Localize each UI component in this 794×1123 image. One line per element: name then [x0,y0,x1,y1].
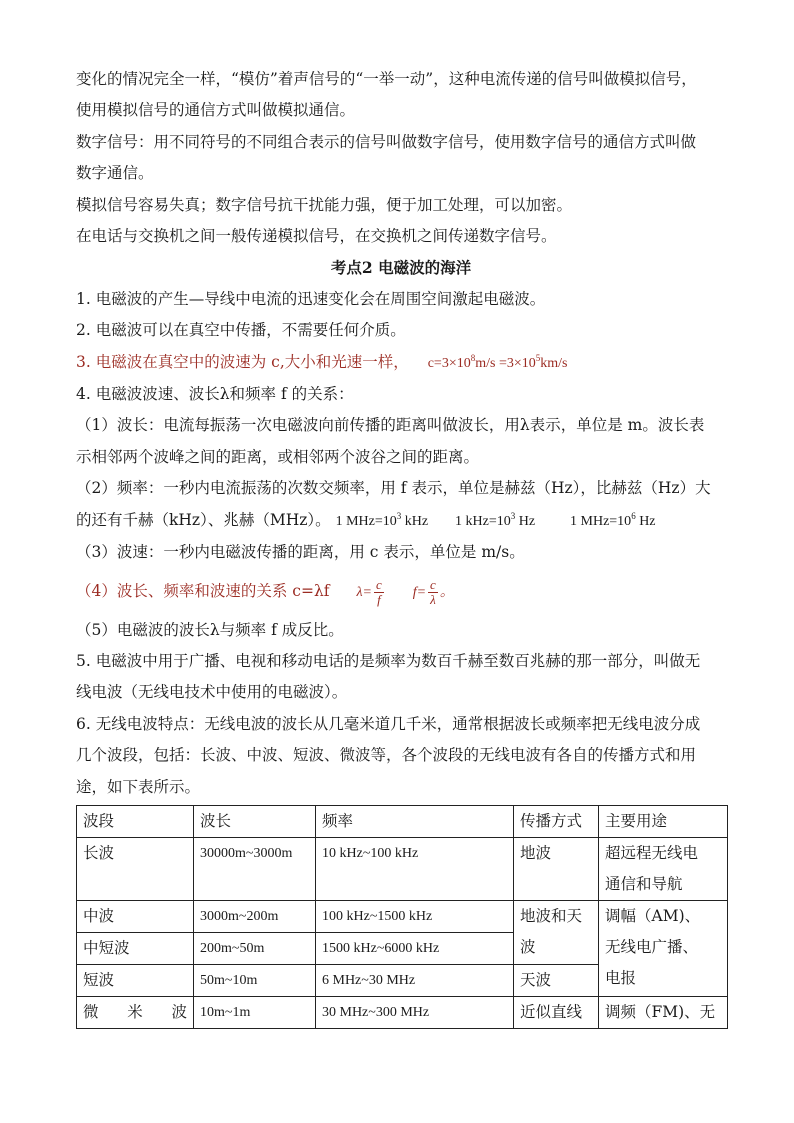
item-6: 6. 无线电波特点：无线电波的波长从几毫米道几千米，通常根据波长或频率把无线电波分成 几个波段，包括：长波、中波、短波、微波等，各个波段的无线电波有各自的传播方式和用 途，如下表所示。 [76,714,701,796]
table-header-row [77,805,728,837]
paragraph-distortion: 模拟信号容易失真；数字信号抗干扰能力强，便于加工处理，可以加密。 [76,195,573,214]
table-cell-merged-propagation: 地波和天 波 [514,900,599,964]
sub-item-wave-speed: （3）波速：一秒内电磁波传播的距离，用 c 表示，单位是 m/s。 [76,543,525,562]
radio-wave-table [76,805,728,1029]
table-cell: 近似直线 [514,996,599,1028]
unit-conversion-3: 1 $MHz=10^6$ Hz [570,510,656,529]
table-cell: 微 米 波 [77,996,194,1028]
table-header: 波段 [77,805,194,837]
table-cell: 调频（FM)、无 [599,996,728,1028]
table-row [77,996,728,1028]
table-cell: 100 kHz~1500 kHz [316,900,514,932]
table-cell: 天波 [514,964,599,996]
table-cell: 超远程无线电 通信和导航 [599,837,728,900]
table-cell: 长波 [77,837,194,900]
table-cell: 200m~50m [194,932,316,964]
table-cell: 1500 kHz~6000 kHz [316,932,514,964]
table-cell: 中短波 [77,932,194,964]
item-1: 1. 电磁波的产生—导线中电流的迅速变化会在周围空间激起电磁波。 [76,289,546,308]
table-header: 传播方式 [514,805,599,837]
table-cell: 50m~10m [194,964,316,996]
paragraph-analog-signal: 变化的情况完全一样，“模仿”着声信号的“一举一动”，这种电流传递的信号叫做模拟信号， 使用模拟信号的通信方式叫做模拟通信。 [76,70,697,120]
table-cell: 30 MHz~300 MHz [316,996,514,1028]
lambda-formula: λ= $\frac{c}{f}$ [356,576,382,607]
section-title: 考点2 电磁波的海洋 [330,258,472,278]
item-5: 5. 电磁波中用于广播、电视和移动电话的是频率为数百千赫至数百兆赫的那一部分，叫做无 线电波（无线电技术中使用的电磁波）。 [76,651,701,702]
table-cell: 地波 [514,837,599,900]
table-header: 频率 [316,805,514,837]
sub-item-inverse: （5）电磁波的波长λ与频率 f 成反比。 [76,620,344,639]
sub-item-frequency: （2）频率：一秒内电流振荡的次数交频率，用 f 表示，单位是赫兹（Hz），比赫兹（Hz）大 的还有千赫（kHz）、兆赫（MHz）。 1 $MHz=10^3$ kHz 1 $kHz=10^3$ Hz 1 $MHz=10^6$ Hz [76,479,711,529]
table-cell: 30000m~3000m [194,837,316,900]
item-3: 3. 电磁波在真空中的波速为 c,大小和光速一样， $c=3\times 10^8m/s =3\times 10^5km/s$ [76,352,568,371]
unit-conversion-1: 1 $MHz=10^3$ kHz [335,510,429,529]
table-header: 波长 [194,805,316,837]
table-cell: 短波 [77,964,194,996]
unit-conversion-2: 1 $kHz=10^3$ Hz [455,510,536,529]
table-cell: 6 MHz~30 MHz [316,964,514,996]
table-cell: 中波 [77,900,194,932]
table-header: 主要用途 [599,805,728,837]
frequency-formula: f= $\frac{c}{\lambda}$ 。 [412,576,454,607]
sub-item-wavelength: （1）波长：电流每振荡一次电磁波向前传播的距离叫做波长，用λ表示，单位是 m。波长表 示相邻两个波峰之间的距离，或相邻两个波谷之间的距离。 [76,416,705,466]
item-2: 2. 电磁波可以在真空中传播，不需要任何介质。 [76,321,406,340]
table-cell: 3000m~200m [194,900,316,932]
paragraph-digital-signal: 数字信号：用不同符号的不同组合表示的信号叫做数字信号，使用数字信号的通信方式叫做 数字通信。 [76,132,697,183]
table-cell-merged-use: 调幅（AM)、 无线电广播、 电报 [599,900,728,996]
sub-item-relationship: （4）波长、频率和波速的关系 c=λf λ= $\frac{c}{f}$ f= $\frac{c}{\lambda}$ 。 [76,576,454,607]
table-row [77,900,728,932]
table-cell: 10 kHz~100 kHz [316,837,514,900]
paragraph-telephone: 在电话与交换机之间一般传递模拟信号，在交换机之间传递数字信号。 [76,227,557,246]
document-page [76,64,726,1029]
item-4: 4. 电磁波波速、波长λ和频率 f 的关系： [76,385,354,404]
table-cell: 10m~1m [194,996,316,1028]
speed-formula: $c=3\times 10^8m/s =3\times 10^5km/s$ [427,352,568,371]
table-row [77,837,728,900]
